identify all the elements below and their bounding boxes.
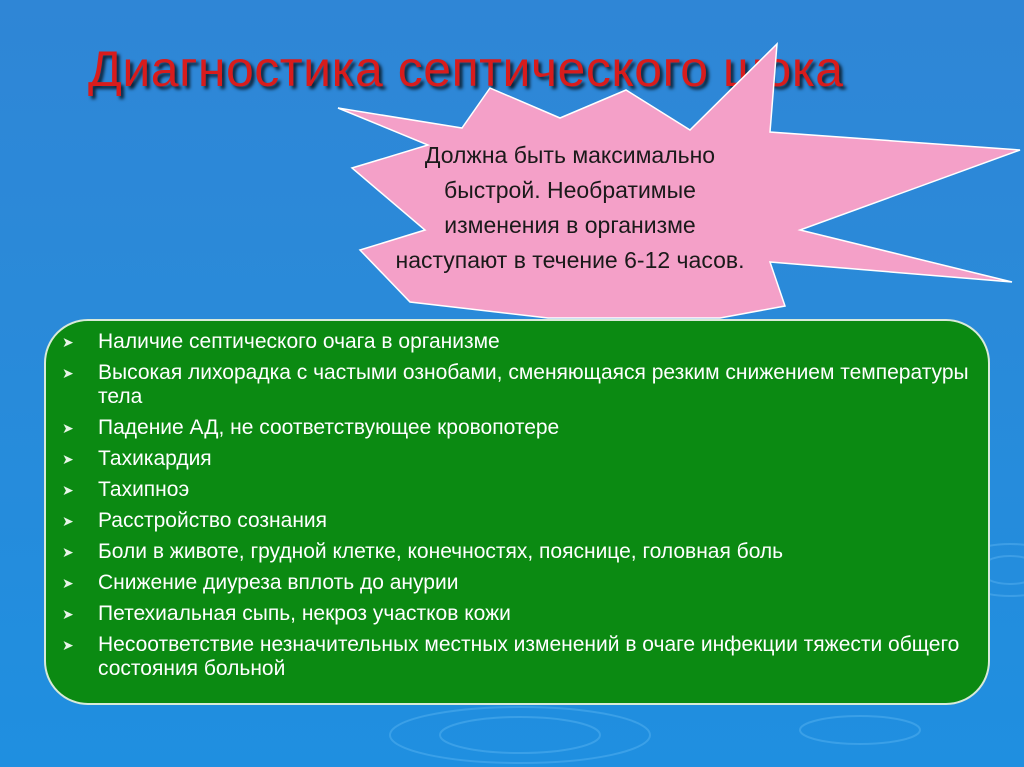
symptoms-list: [60, 330, 980, 688]
list-item: ➤ Высокая лихорадка с частыми ознобами, сменяющаяся резким снижением температуры тела: [62, 361, 969, 408]
chevron-right-icon: ➤: [62, 513, 74, 529]
chevron-right-icon: ➤: [62, 334, 74, 350]
list-item: ➤ Петехиальная сыпь, некроз участков кожи: [62, 602, 511, 625]
list-item: ➤ Боли в животе, грудной клетке, конечностях, пояснице, головная боль: [62, 540, 784, 563]
list-item: ➤ Несоответствие незначительных местных изменений в очаге инфекции тяжести общего состояния больной: [62, 633, 960, 680]
chevron-right-icon: ➤: [62, 420, 74, 436]
list-item: ➤ Падение АД, не соответствующее кровопотере: [62, 416, 560, 439]
list-item: ➤ Расстройство сознания: [62, 509, 328, 532]
chevron-right-icon: ➤: [62, 544, 74, 560]
chevron-right-icon: ➤: [62, 451, 74, 467]
chevron-right-icon: ➤: [62, 575, 74, 591]
page-title: Диагностика септического шока: [88, 41, 844, 97]
chevron-right-icon: ➤: [62, 606, 74, 622]
chevron-right-icon: ➤: [62, 365, 74, 381]
list-item: ➤ Тахикардия: [62, 447, 212, 470]
list-item: ➤ Снижение диуреза вплоть до анурии: [62, 571, 459, 594]
list-item: ➤ Наличие септического очага в организме: [62, 330, 500, 353]
chevron-right-icon: ➤: [62, 482, 74, 498]
list-item: ➤ Тахипноэ: [62, 478, 190, 501]
chevron-right-icon: ➤: [62, 637, 74, 653]
starburst-text: Должна быть максимально быстрой. Необратимые изменения в организме наступают в течение 6-12 часов.: [395, 142, 745, 273]
